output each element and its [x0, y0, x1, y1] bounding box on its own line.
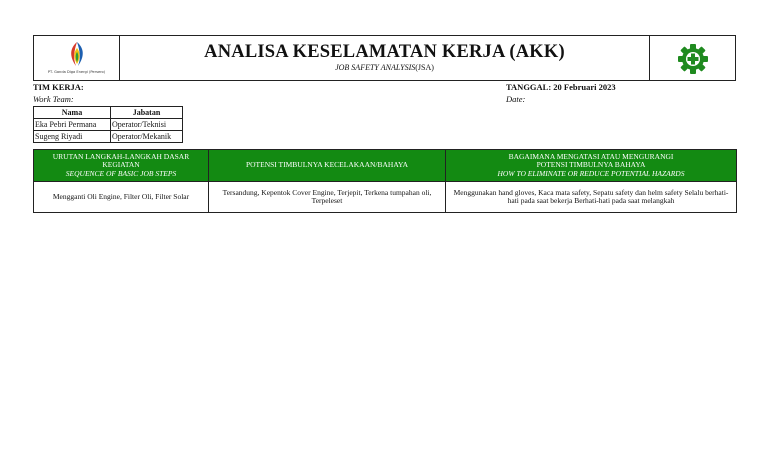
header-controls	[446, 150, 737, 182]
team-member-position: Operator/Mekanik	[111, 131, 183, 143]
team-label-en: Work Team:	[33, 94, 74, 104]
subtitle-italic: JOB SAFETY ANALYSIS	[335, 63, 416, 72]
header-controls-line2: POTENSI TIMBULNYA BAHAYA	[536, 160, 646, 170]
document-title: ANALISA KESELAMATAN KERJA (AKK)	[204, 42, 565, 62]
table-row	[34, 119, 183, 131]
team-label: TIM KERJA:	[33, 82, 84, 92]
title-cell	[120, 36, 649, 80]
team-header-name: Nama	[34, 107, 111, 119]
header-job-steps-en: SEQUENCE OF BASIC JOB STEPS	[65, 168, 177, 178]
date-label: TANGGAL: 20 Februari 2023	[506, 82, 616, 92]
subtitle-suffix: (JSA)	[415, 63, 434, 72]
team-table	[33, 106, 183, 143]
jsa-table	[33, 149, 737, 213]
logo-cell	[34, 36, 120, 80]
document-subtitle	[120, 63, 649, 72]
team-table-header	[34, 107, 183, 119]
job-step-cell: Mengganti Oli Engine, Filter Oli, Filter Solar	[34, 182, 209, 213]
header-hazards	[209, 150, 446, 182]
team-member-position: Operator/Teknisi	[111, 119, 183, 131]
header-hazards-line1: POTENSI TIMBULNYA KECELAKAAN/BAHAYA	[245, 160, 409, 170]
jsa-header-row	[34, 150, 737, 182]
header-job-steps-line1: URUTAN LANGKAH-LANGKAH DASAR	[52, 151, 190, 161]
team-header-position: Jabatan	[111, 107, 183, 119]
date-label-en: Date:	[506, 94, 526, 104]
logo-caption: PT. Ganda Diga Energi (Persero)	[47, 70, 106, 74]
company-logo-icon	[62, 39, 92, 69]
header-controls-en: HOW TO ELIMINATE OR REDUCE POTENTIAL HAZARDS	[497, 168, 685, 178]
hazard-cell: Tersandung, Kepentok Cover Engine, Terjepit, Terkena tumpahan oli, Terpeleset	[209, 182, 446, 213]
header-job-steps-line2: KEGIATAN	[102, 160, 140, 170]
team-member-name: Sugeng Riyadi	[34, 131, 111, 143]
control-cell: Menggunakan hand gloves, Kaca mata safety, Sepatu safety dan helm safety Selalu berhati-hati pada saat bekerja Berhati-hati pada saat melangkah	[446, 182, 737, 213]
header-controls-line1: BAGAIMANA MENGATASI ATAU MENGURANGI	[508, 151, 674, 161]
table-row	[34, 131, 183, 143]
team-member-name: Eka Pebri Permana	[34, 119, 111, 131]
k3-safety-gear-icon	[677, 43, 709, 75]
header-job-steps	[34, 150, 209, 182]
document-header	[33, 35, 736, 81]
k3-cell	[649, 36, 735, 80]
table-row	[34, 182, 737, 213]
